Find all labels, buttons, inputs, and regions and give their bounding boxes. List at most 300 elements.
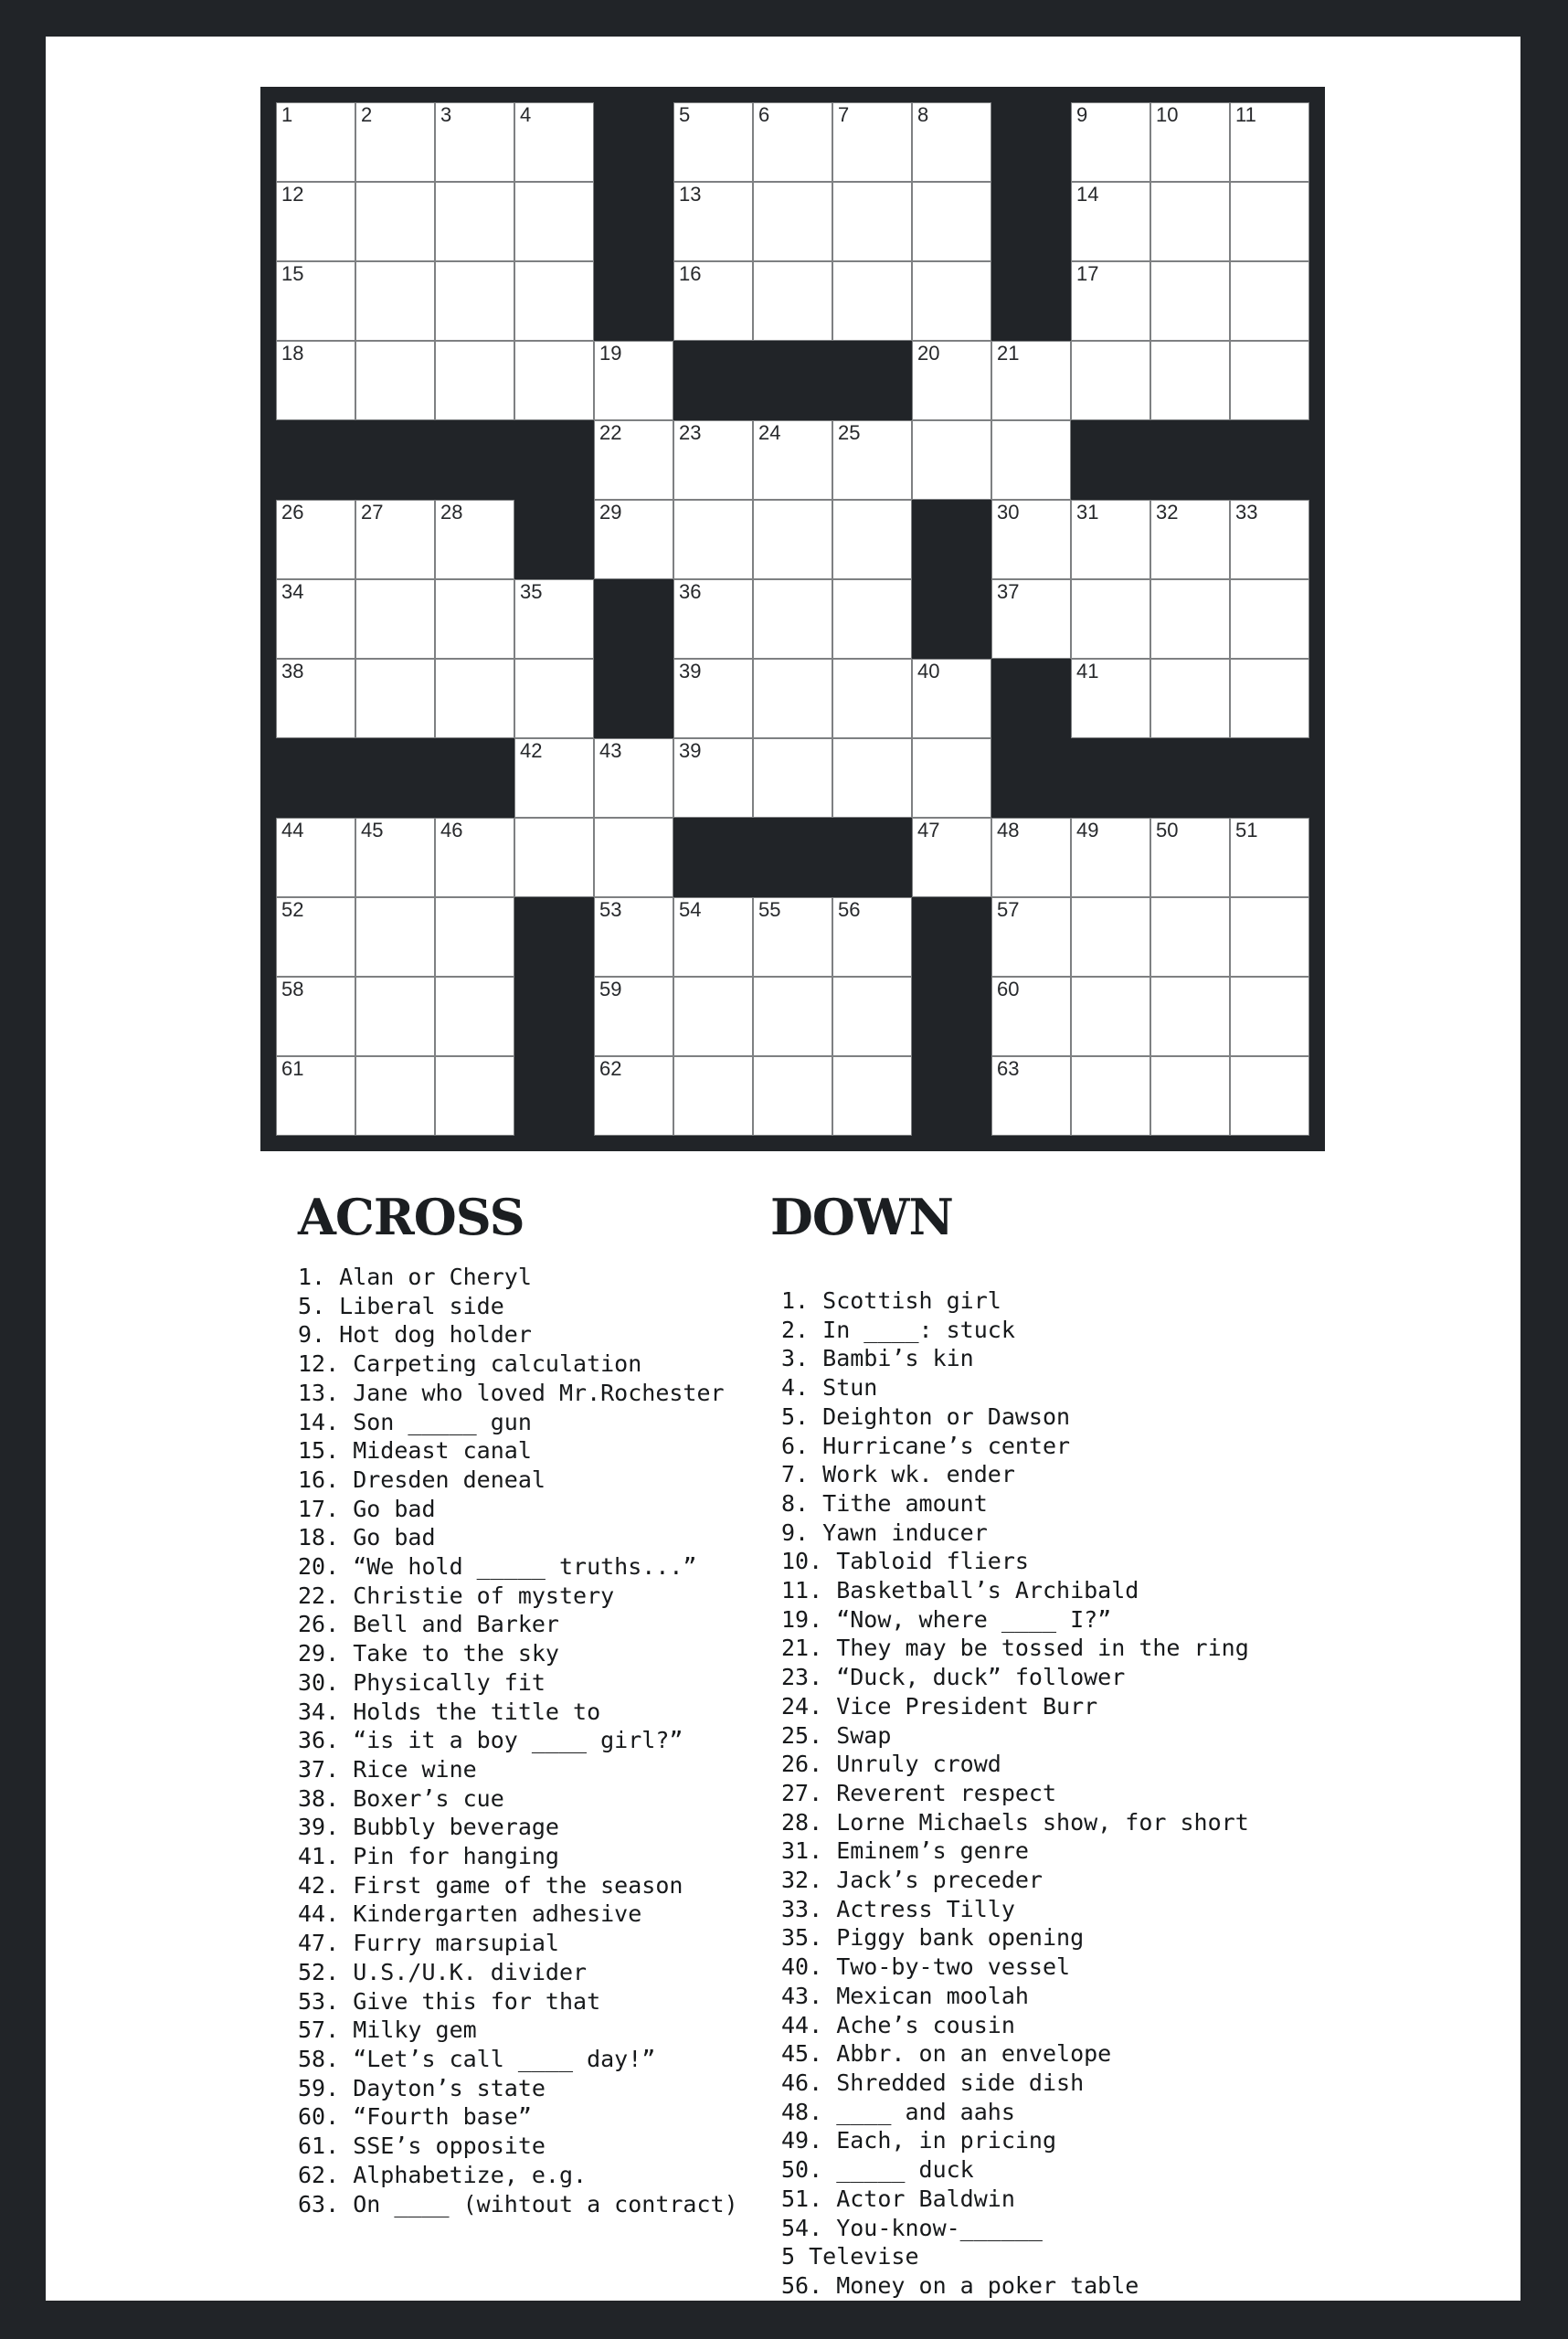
letter-cell[interactable]	[435, 182, 514, 261]
letter-cell[interactable]	[673, 102, 753, 182]
cell-number: 48	[997, 819, 1020, 841]
letter-cell[interactable]	[1071, 500, 1150, 579]
clue: 56. Money on a poker table	[781, 2271, 1139, 2299]
crossword-grid	[276, 102, 1309, 1136]
cell-number: 1	[281, 103, 293, 126]
letter-cell[interactable]	[832, 1056, 912, 1136]
letter-cell[interactable]	[276, 579, 355, 659]
clue: 41. Pin for hanging	[298, 1843, 559, 1870]
letter-cell[interactable]	[673, 420, 753, 500]
letter-cell[interactable]	[1071, 261, 1150, 341]
letter-cell[interactable]	[594, 818, 673, 897]
letter-cell[interactable]	[1071, 579, 1150, 659]
clue: 14. Son _____ gun	[298, 1408, 532, 1435]
letter-cell[interactable]	[991, 897, 1071, 977]
cell-number: 45	[361, 819, 384, 841]
letter-cell[interactable]	[355, 500, 435, 579]
letter-cell[interactable]	[673, 261, 753, 341]
cell-number: 32	[1156, 501, 1179, 524]
clue: 11. Basketball’s Archibald	[781, 1577, 1139, 1604]
cell-number: 43	[599, 739, 622, 762]
cell-number: 33	[1235, 501, 1258, 524]
cell-number: 38	[281, 660, 304, 683]
clue: 52. U.S./U.K. divider	[298, 1958, 588, 1985]
cell-number: 61	[281, 1057, 304, 1080]
clue: 9. Yawn inducer	[781, 1519, 988, 1546]
clue: 54. You-know-______	[781, 2214, 1043, 2241]
letter-cell[interactable]	[355, 897, 435, 977]
letter-cell[interactable]	[753, 182, 832, 261]
cell-number: 18	[281, 342, 304, 365]
cell-number: 10	[1156, 103, 1179, 126]
clue: 60. “Fourth base”	[298, 2103, 532, 2131]
letter-cell[interactable]	[832, 579, 912, 659]
clue: 49. Each, in pricing	[781, 2127, 1057, 2154]
letter-cell[interactable]	[435, 818, 514, 897]
letter-cell[interactable]	[1230, 182, 1309, 261]
black-cell	[276, 420, 355, 500]
letter-cell[interactable]	[832, 897, 912, 977]
letter-cell[interactable]	[753, 420, 832, 500]
black-cell	[435, 738, 514, 818]
letter-cell[interactable]	[594, 738, 673, 818]
letter-cell[interactable]	[832, 420, 912, 500]
black-cell	[355, 738, 435, 818]
cell-number: 6	[758, 103, 770, 126]
letter-cell[interactable]	[1230, 500, 1309, 579]
clue: 51. Actor Baldwin	[781, 2185, 1015, 2212]
cell-number: 40	[917, 660, 940, 683]
letter-cell[interactable]	[514, 818, 594, 897]
clue: 31. Eminem’s genre	[781, 1837, 1029, 1865]
letter-cell[interactable]	[991, 420, 1071, 500]
letter-cell[interactable]	[1150, 261, 1230, 341]
letter-cell[interactable]	[912, 420, 991, 500]
cell-number: 15	[281, 262, 304, 285]
cell-number: 24	[758, 421, 781, 444]
black-cell	[832, 818, 912, 897]
letter-cell[interactable]	[912, 818, 991, 897]
black-cell	[673, 818, 753, 897]
cell-number: 46	[440, 819, 463, 841]
clue: 50. _____ duck	[781, 2156, 974, 2184]
black-cell	[355, 420, 435, 500]
letter-cell[interactable]	[276, 102, 355, 182]
letter-cell[interactable]	[1150, 182, 1230, 261]
letter-cell[interactable]	[991, 818, 1071, 897]
letter-cell[interactable]	[991, 579, 1071, 659]
letter-cell[interactable]	[1071, 102, 1150, 182]
letter-cell[interactable]	[276, 261, 355, 341]
letter-cell[interactable]	[673, 579, 753, 659]
letter-cell[interactable]	[276, 1056, 355, 1136]
black-cell	[594, 579, 673, 659]
clue: 5. Liberal side	[298, 1292, 504, 1319]
cell-number: 39	[679, 660, 702, 683]
cell-number: 19	[599, 342, 622, 365]
letter-cell[interactable]	[1071, 182, 1150, 261]
cell-number: 30	[997, 501, 1020, 524]
cell-number: 31	[1076, 501, 1099, 524]
cell-number: 3	[440, 103, 452, 126]
black-cell	[912, 977, 991, 1056]
clue: 17. Go bad	[298, 1495, 436, 1522]
cell-number: 44	[281, 819, 304, 841]
letter-cell[interactable]	[514, 579, 594, 659]
clue: 40. Two-by-two vessel	[781, 1953, 1071, 1981]
clue: 9. Hot dog holder	[298, 1321, 532, 1349]
letter-cell[interactable]	[1230, 818, 1309, 897]
letter-cell[interactable]	[276, 818, 355, 897]
clue: 2. In ____: stuck	[781, 1316, 1015, 1343]
clue: 45. Abbr. on an envelope	[781, 2040, 1112, 2068]
down-section	[770, 1188, 1249, 2301]
clue: 24. Vice President Burr	[781, 1692, 1098, 1720]
cell-number: 9	[1076, 103, 1088, 126]
letter-cell[interactable]	[594, 341, 673, 420]
cell-number: 51	[1235, 819, 1258, 841]
cell-number: 12	[281, 183, 304, 206]
clue: 58. “Let’s call ____ day!”	[298, 2045, 656, 2072]
letter-cell[interactable]	[832, 738, 912, 818]
down-heading: DOWN	[770, 1188, 953, 1246]
letter-cell[interactable]	[355, 659, 435, 738]
letter-cell[interactable]	[435, 341, 514, 420]
letter-cell[interactable]	[1071, 1056, 1150, 1136]
letter-cell[interactable]	[991, 977, 1071, 1056]
cell-number: 54	[679, 898, 702, 921]
cell-number: 57	[997, 898, 1020, 921]
black-cell	[912, 579, 991, 659]
black-cell	[912, 1056, 991, 1136]
cell-number: 58	[281, 978, 304, 1000]
cell-number: 2	[361, 103, 373, 126]
cell-number: 28	[440, 501, 463, 524]
letter-cell[interactable]	[1150, 1056, 1230, 1136]
cell-number: 13	[679, 183, 702, 206]
letter-cell[interactable]	[912, 341, 991, 420]
clue: 19. “Now, where ____ I?”	[781, 1605, 1112, 1633]
clue: 13. Jane who loved Mr.Rochester	[298, 1379, 725, 1406]
letter-cell[interactable]	[753, 1056, 832, 1136]
crossword-grid-frame	[260, 87, 1325, 1151]
letter-cell[interactable]	[435, 897, 514, 977]
letter-cell[interactable]	[435, 1056, 514, 1136]
black-cell	[991, 738, 1071, 818]
letter-cell[interactable]	[991, 341, 1071, 420]
clue: 25. Swap	[781, 1721, 892, 1749]
black-cell	[912, 500, 991, 579]
letter-cell[interactable]	[1071, 897, 1150, 977]
cell-number: 41	[1076, 660, 1099, 683]
letter-cell[interactable]	[673, 977, 753, 1056]
letter-cell[interactable]	[276, 341, 355, 420]
letter-cell[interactable]	[912, 182, 991, 261]
cell-number: 22	[599, 421, 622, 444]
letter-cell[interactable]	[1230, 659, 1309, 738]
clue: 59. Dayton’s state	[298, 2074, 546, 2101]
letter-cell[interactable]	[1150, 659, 1230, 738]
cell-number: 23	[679, 421, 702, 444]
black-cell	[594, 659, 673, 738]
cell-number: 21	[997, 342, 1020, 365]
puzzle-page	[46, 37, 1520, 2301]
letter-cell[interactable]	[1230, 897, 1309, 977]
clue: 37. Rice wine	[298, 1755, 477, 1783]
letter-cell[interactable]	[355, 1056, 435, 1136]
black-cell	[1071, 420, 1150, 500]
letter-cell[interactable]	[514, 182, 594, 261]
cell-number: 60	[997, 978, 1020, 1000]
clue: 23. “Duck, duck” follower	[781, 1664, 1126, 1691]
down-clue-list	[781, 1286, 1249, 2301]
cell-number: 29	[599, 501, 622, 524]
letter-cell[interactable]	[435, 659, 514, 738]
letter-cell[interactable]	[355, 977, 435, 1056]
letter-cell[interactable]	[832, 500, 912, 579]
cell-number: 11	[1235, 103, 1256, 126]
cell-number: 52	[281, 898, 304, 921]
clue: 61. SSE’s opposite	[298, 2133, 546, 2160]
letter-cell[interactable]	[276, 897, 355, 977]
black-cell	[1150, 738, 1230, 818]
clue: 30. Physically fit	[298, 1668, 546, 1696]
cell-number: 25	[838, 421, 861, 444]
clue: 20. “We hold _____ truths...”	[298, 1553, 697, 1581]
clue: 4. Stun	[781, 1374, 878, 1402]
black-cell	[1071, 738, 1150, 818]
cell-number: 4	[520, 103, 532, 126]
letter-cell[interactable]	[594, 420, 673, 500]
letter-cell[interactable]	[276, 659, 355, 738]
letter-cell[interactable]	[1150, 102, 1230, 182]
letter-cell[interactable]	[1071, 977, 1150, 1056]
letter-cell[interactable]	[594, 977, 673, 1056]
letter-cell[interactable]	[355, 579, 435, 659]
letter-cell[interactable]	[1230, 261, 1309, 341]
cell-number: 14	[1076, 183, 1099, 206]
letter-cell[interactable]	[1150, 341, 1230, 420]
letter-cell[interactable]	[594, 500, 673, 579]
letter-cell[interactable]	[912, 102, 991, 182]
cell-number: 62	[599, 1057, 622, 1080]
cell-number: 42	[520, 739, 543, 762]
clue: 39. Bubbly beverage	[298, 1814, 559, 1841]
black-cell	[594, 261, 673, 341]
black-cell	[514, 1056, 594, 1136]
letter-cell[interactable]	[832, 977, 912, 1056]
letter-cell[interactable]	[276, 182, 355, 261]
letter-cell[interactable]	[753, 738, 832, 818]
black-cell	[594, 182, 673, 261]
letter-cell[interactable]	[355, 182, 435, 261]
letter-cell[interactable]	[1150, 897, 1230, 977]
black-cell	[594, 102, 673, 182]
letter-cell[interactable]	[514, 102, 594, 182]
clue: 21. They may be tossed in the ring	[781, 1635, 1249, 1662]
cell-number: 37	[997, 580, 1020, 603]
cell-number: 53	[599, 898, 622, 921]
clue: 15. Mideast canal	[298, 1437, 532, 1465]
black-cell	[673, 341, 753, 420]
cell-number: 20	[917, 342, 940, 365]
clue: 7. Work wk. ender	[781, 1461, 1015, 1488]
clue: 63. On ____ (wihtout a contract)	[298, 2190, 738, 2217]
black-cell	[514, 897, 594, 977]
letter-cell[interactable]	[673, 500, 753, 579]
letter-cell[interactable]	[832, 261, 912, 341]
letter-cell[interactable]	[355, 102, 435, 182]
clue: 32. Jack’s preceder	[781, 1867, 1043, 1894]
cell-number: 63	[997, 1057, 1020, 1080]
clue: 6. Hurricane’s center	[781, 1432, 1071, 1459]
letter-cell[interactable]	[912, 261, 991, 341]
letter-cell[interactable]	[514, 261, 594, 341]
cell-number: 8	[917, 103, 929, 126]
letter-cell[interactable]	[1230, 579, 1309, 659]
letter-cell[interactable]	[753, 579, 832, 659]
letter-cell[interactable]	[355, 818, 435, 897]
cell-number: 26	[281, 501, 304, 524]
black-cell	[991, 102, 1071, 182]
letter-cell[interactable]	[673, 1056, 753, 1136]
letter-cell[interactable]	[435, 261, 514, 341]
cell-number: 56	[838, 898, 861, 921]
clue: 1. Scottish girl	[781, 1287, 1001, 1314]
across-section	[298, 1188, 738, 2218]
clue: 42. First game of the season	[298, 1871, 683, 1899]
letter-cell[interactable]	[753, 500, 832, 579]
clue: 35. Piggy bank opening	[781, 1924, 1085, 1952]
letter-cell[interactable]	[594, 897, 673, 977]
letter-cell[interactable]	[753, 102, 832, 182]
letter-cell[interactable]	[276, 500, 355, 579]
letter-cell[interactable]	[753, 897, 832, 977]
letter-cell[interactable]	[514, 341, 594, 420]
letter-cell[interactable]	[1071, 659, 1150, 738]
letter-cell[interactable]	[435, 102, 514, 182]
clue: 1. Alan or Cheryl	[298, 1264, 532, 1290]
across-clue-list	[298, 1263, 738, 2218]
clue: 57. Milky gem	[298, 2016, 477, 2044]
black-cell	[912, 897, 991, 977]
clue: 33. Actress Tilly	[781, 1895, 1015, 1922]
letter-cell[interactable]	[832, 659, 912, 738]
clue: 44. Ache’s cousin	[781, 2011, 1015, 2038]
letter-cell[interactable]	[1230, 1056, 1309, 1136]
letter-cell[interactable]	[1150, 977, 1230, 1056]
cell-number: 27	[361, 501, 384, 524]
letter-cell[interactable]	[991, 1056, 1071, 1136]
clue: 22. Christie of mystery	[298, 1582, 615, 1609]
black-cell	[1230, 420, 1309, 500]
letter-cell[interactable]	[753, 261, 832, 341]
cell-number: 34	[281, 580, 304, 603]
letter-cell[interactable]	[912, 738, 991, 818]
black-cell	[753, 341, 832, 420]
letter-cell[interactable]	[435, 579, 514, 659]
letter-cell[interactable]	[435, 500, 514, 579]
black-cell	[435, 420, 514, 500]
cell-number: 47	[917, 819, 940, 841]
black-cell	[991, 261, 1071, 341]
cell-number: 5	[679, 103, 691, 126]
cell-number: 17	[1076, 262, 1099, 285]
letter-cell[interactable]	[1230, 341, 1309, 420]
letter-cell[interactable]	[355, 341, 435, 420]
clue: 38. Boxer’s cue	[298, 1784, 504, 1812]
clue: 5 Televise	[781, 2243, 919, 2270]
letter-cell[interactable]	[832, 182, 912, 261]
letter-cell[interactable]	[912, 659, 991, 738]
letter-cell[interactable]	[514, 659, 594, 738]
clue: 28. Lorne Michaels show, for short	[781, 1808, 1249, 1836]
letter-cell[interactable]	[435, 977, 514, 1056]
clue: 29. Take to the sky	[298, 1640, 559, 1667]
letter-cell[interactable]	[1071, 341, 1150, 420]
cell-number: 16	[679, 262, 702, 285]
letter-cell[interactable]	[1230, 102, 1309, 182]
letter-cell[interactable]	[1150, 818, 1230, 897]
letter-cell[interactable]	[673, 897, 753, 977]
clue: 44. Kindergarten adhesive	[298, 1900, 642, 1928]
letter-cell[interactable]	[276, 977, 355, 1056]
black-cell	[753, 818, 832, 897]
clue: 34. Holds the title to	[298, 1698, 601, 1725]
letter-cell[interactable]	[1071, 818, 1150, 897]
letter-cell[interactable]	[1150, 500, 1230, 579]
clue: 12. Carpeting calculation	[298, 1350, 642, 1378]
letter-cell[interactable]	[514, 738, 594, 818]
cell-number: 39	[679, 739, 702, 762]
black-cell	[514, 420, 594, 500]
cell-number: 49	[1076, 819, 1099, 841]
cell-number: 55	[758, 898, 781, 921]
clue: 8. Tithe amount	[781, 1489, 988, 1517]
black-cell	[991, 182, 1071, 261]
letter-cell[interactable]	[832, 102, 912, 182]
letter-cell[interactable]	[1150, 579, 1230, 659]
cell-number: 7	[838, 103, 850, 126]
letter-cell[interactable]	[991, 500, 1071, 579]
clue: 5. Deighton or Dawson	[781, 1402, 1071, 1430]
black-cell	[514, 500, 594, 579]
clue: 26. Unruly crowd	[781, 1751, 1001, 1778]
clue: 27. Reverent respect	[781, 1779, 1057, 1806]
letter-cell[interactable]	[594, 1056, 673, 1136]
across-heading: ACROSS	[298, 1188, 524, 1246]
clue: 26. Bell and Barker	[298, 1611, 559, 1638]
clue: 36. “is it a boy ____ girl?”	[298, 1727, 683, 1754]
letter-cell[interactable]	[1230, 977, 1309, 1056]
cell-number: 59	[599, 978, 622, 1000]
letter-cell[interactable]	[753, 977, 832, 1056]
letter-cell[interactable]	[753, 659, 832, 738]
clue: 43. Mexican moolah	[781, 1982, 1029, 2009]
letter-cell[interactable]	[673, 738, 753, 818]
clue: 53. Give this for that	[298, 1987, 601, 2015]
clue: 16. Dresden deneal	[298, 1466, 546, 1493]
letter-cell[interactable]	[673, 182, 753, 261]
black-cell	[1230, 738, 1309, 818]
letter-cell[interactable]	[355, 261, 435, 341]
clue: 47. Furry marsupial	[298, 1930, 559, 1957]
cell-number: 36	[679, 580, 702, 603]
cell-number: 35	[520, 580, 543, 603]
black-cell	[991, 659, 1071, 738]
clue: 48. ____ and aahs	[781, 2098, 1015, 2125]
letter-cell[interactable]	[673, 659, 753, 738]
